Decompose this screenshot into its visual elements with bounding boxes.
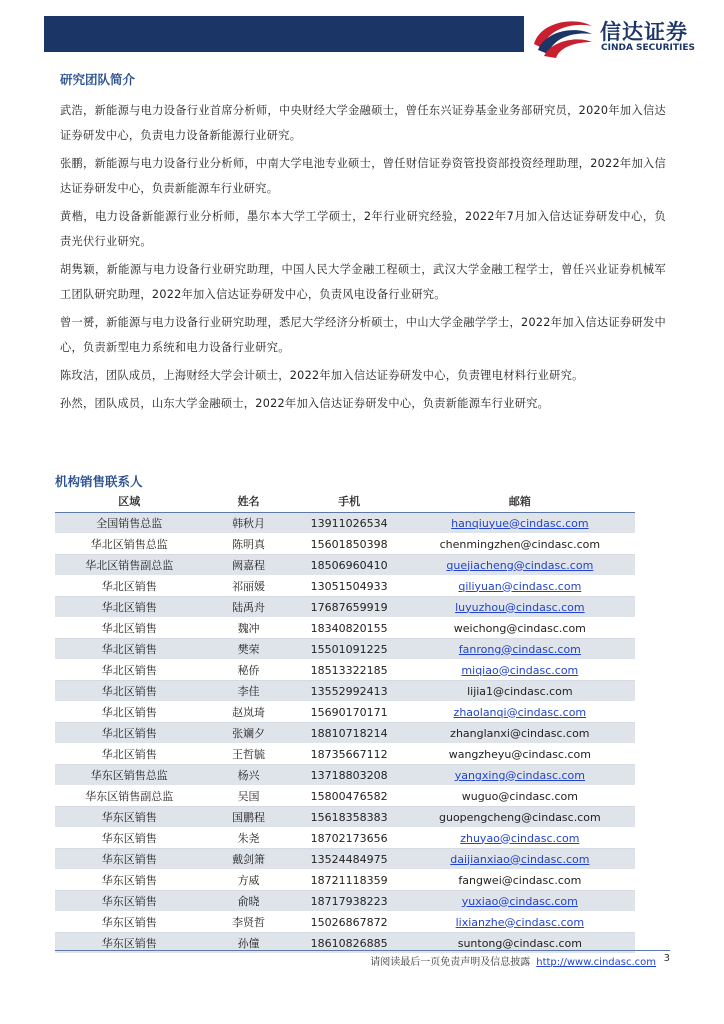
- cell-region: 华东区销售: [55, 807, 204, 828]
- table-row: [55, 576, 635, 597]
- table-row: [55, 660, 635, 681]
- cell-email[interactable]: [405, 597, 635, 618]
- cell-email: fangwei@cindasc.com: [405, 870, 635, 891]
- cell-name: 杨兴: [204, 765, 294, 786]
- team-section-title: 研究团队简介: [60, 72, 136, 87]
- cell-region: 华东区销售: [55, 870, 204, 891]
- cell-email[interactable]: [405, 660, 635, 681]
- bio-paragraph: 武浩，新能源与电力设备行业首席分析师，中央财经大学金融硕士，曾任东兴证券基金业务部研究员，2020年加入信达证券研发中心，负责电力设备新能源行业研究。: [60, 104, 666, 142]
- logo-english-name: CINDA SECURITIES: [601, 43, 695, 53]
- cell-email: weichong@cindasc.com: [405, 618, 635, 639]
- table-row: [55, 513, 635, 534]
- table-row: [55, 555, 635, 576]
- cell-name: 吴国: [204, 786, 294, 807]
- table-row: [55, 786, 635, 807]
- cell-email[interactable]: [405, 849, 635, 870]
- email-link[interactable]: hanqiuyue@cindasc.com: [451, 516, 589, 530]
- cell-region: 华北区销售: [55, 639, 204, 660]
- table-row: [55, 891, 635, 912]
- bio-paragraph: 张鹏，新能源与电力设备行业分析师，中南大学电池专业硕士，曾任财信证券资管投资部投资经理助理，2022年加入信达证券研发中心，负责新能源车行业研究。: [60, 157, 666, 195]
- cell-email[interactable]: [405, 912, 635, 933]
- email-link[interactable]: qiliyuan@cindasc.com: [458, 579, 582, 593]
- sales-contacts-table: [55, 489, 635, 954]
- cell-phone: 15501091225: [294, 639, 405, 660]
- cell-phone: 13911026534: [294, 513, 405, 534]
- cell-phone: 18735667112: [294, 744, 405, 765]
- table-row: [55, 828, 635, 849]
- table-row: [55, 807, 635, 828]
- footer-disclaimer: 请阅读最后一页免责声明及信息披露: [370, 957, 531, 968]
- cell-name: 孙僮: [204, 933, 294, 954]
- email-link[interactable]: fanrong@cindasc.com: [458, 642, 581, 656]
- cell-phone: 13718803208: [294, 765, 405, 786]
- cell-name: 王哲毓: [204, 744, 294, 765]
- cell-name: 秘侨: [204, 660, 294, 681]
- email-link[interactable]: zhaolanqi@cindasc.com: [453, 705, 587, 719]
- table-header-row: [55, 489, 635, 513]
- cell-name: 戴剑箫: [204, 849, 294, 870]
- cell-region: 华东区销售: [55, 849, 204, 870]
- table-row: [55, 534, 635, 555]
- page-footer: [55, 950, 670, 967]
- company-logo: [530, 14, 710, 58]
- logo-chinese-name: 信达证券: [600, 20, 688, 44]
- cell-name: 赵岚琦: [204, 702, 294, 723]
- cell-phone: 15618358383: [294, 807, 405, 828]
- cell-name: 方威: [204, 870, 294, 891]
- cell-name: 国鹏程: [204, 807, 294, 828]
- cell-phone: 18702173656: [294, 828, 405, 849]
- cell-region: 华北区销售副总监: [55, 555, 204, 576]
- bio-paragraph: 胡隽颖，新能源与电力设备行业研究助理，中国人民大学金融工程硕士，武汉大学金融工程学士，曾任兴业证券机械军工团队研究助理，2022年加入信达证券研发中心，负责风电设备行业研究。: [60, 263, 666, 301]
- table-row: [55, 849, 635, 870]
- cell-region: 华北区销售总监: [55, 534, 204, 555]
- cell-phone: 13524484975: [294, 849, 405, 870]
- cell-name: 韩秋月: [204, 513, 294, 534]
- cell-region: 华北区销售: [55, 597, 204, 618]
- cell-name: 魏冲: [204, 618, 294, 639]
- table-row: [55, 723, 635, 744]
- cell-email[interactable]: [405, 513, 635, 534]
- cell-region: 华东区销售: [55, 891, 204, 912]
- header-phone: 手机: [294, 489, 405, 513]
- cell-name: 李佳: [204, 681, 294, 702]
- cell-name: 俞晓: [204, 891, 294, 912]
- table-row: [55, 870, 635, 891]
- bio-paragraph: 孙然，团队成员，山东大学金融硕士，2022年加入信达证券研发中心，负责新能源车行业研究。: [60, 397, 550, 410]
- team-bios: [60, 98, 666, 416]
- bio-paragraph: 陈玫洁，团队成员，上海财经大学会计硕士，2022年加入信达证券研发中心，负责锂电材料行业研究。: [60, 369, 584, 382]
- footer-text: [370, 953, 656, 968]
- cell-name: 祁丽媛: [204, 576, 294, 597]
- cell-region: 华北区销售: [55, 681, 204, 702]
- cell-email[interactable]: [405, 555, 635, 576]
- bio-paragraph: 曾一赟，新能源与电力设备行业研究助理，悉尼大学经济分析硕士，中山大学金融学学士，2022年加入信达证券研发中心，负责新型电力系统和电力设备行业研究。: [60, 316, 666, 354]
- email-link[interactable]: quejiacheng@cindasc.com: [446, 558, 594, 572]
- table-row: [55, 681, 635, 702]
- cell-name: 朱尧: [204, 828, 294, 849]
- email-link[interactable]: yuxiao@cindasc.com: [461, 894, 578, 908]
- cell-region: 华北区销售: [55, 744, 204, 765]
- table-row: [55, 597, 635, 618]
- cell-phone: 18810718214: [294, 723, 405, 744]
- page-number: 3: [663, 953, 670, 964]
- cell-phone: 18610826885: [294, 933, 405, 954]
- header-name: 姓名: [204, 489, 294, 513]
- cell-email[interactable]: [405, 891, 635, 912]
- cell-name: 樊荣: [204, 639, 294, 660]
- table-row: [55, 765, 635, 786]
- table-row: [55, 639, 635, 660]
- email-link[interactable]: lixianzhe@cindasc.com: [455, 915, 585, 929]
- cell-phone: 13552992413: [294, 681, 405, 702]
- cell-phone: 13051504933: [294, 576, 405, 597]
- cell-phone: 18721118359: [294, 870, 405, 891]
- header-region: 区域: [55, 489, 204, 513]
- cell-name: 阙嘉程: [204, 555, 294, 576]
- cell-phone: 15800476582: [294, 786, 405, 807]
- cell-region: 华北区销售: [55, 618, 204, 639]
- cell-name: 李贤哲: [204, 912, 294, 933]
- cinda-logo-icon: [530, 14, 594, 58]
- footer-website-link[interactable]: http://www.cindasc.com: [536, 957, 656, 968]
- cell-email[interactable]: [405, 828, 635, 849]
- cell-region: 华北区销售: [55, 723, 204, 744]
- cell-email[interactable]: [405, 702, 635, 723]
- cell-email[interactable]: [405, 639, 635, 660]
- cell-phone: 15690170171: [294, 702, 405, 723]
- table-row: [55, 618, 635, 639]
- cell-email: guopengcheng@cindasc.com: [405, 807, 635, 828]
- cell-phone: 18513322185: [294, 660, 405, 681]
- cell-email: wuguo@cindasc.com: [405, 786, 635, 807]
- cell-region: 华北区销售: [55, 702, 204, 723]
- cell-phone: 17687659919: [294, 597, 405, 618]
- cell-region: 华东区销售: [55, 933, 204, 954]
- bio-paragraph: 黄楷，电力设备新能源行业分析师，墨尔本大学工学硕士，2年行业研究经验，2022年7月加入信达证券研发中心，负责光伏行业研究。: [60, 210, 666, 248]
- cell-phone: 18506960410: [294, 555, 405, 576]
- cell-phone: 15601850398: [294, 534, 405, 555]
- cell-region: 华北区销售: [55, 660, 204, 681]
- cell-name: 陈明真: [204, 534, 294, 555]
- cell-phone: 18340820155: [294, 618, 405, 639]
- table-row: [55, 744, 635, 765]
- cell-email: chenmingzhen@cindasc.com: [405, 534, 635, 555]
- cell-region: 华东区销售: [55, 912, 204, 933]
- cell-phone: 15026867872: [294, 912, 405, 933]
- cell-region: 华东区销售总监: [55, 765, 204, 786]
- email-link[interactable]: daijianxiao@cindasc.com: [450, 852, 590, 866]
- table-row: [55, 912, 635, 933]
- email-link[interactable]: zhuyao@cindasc.com: [460, 831, 580, 845]
- cell-email[interactable]: [405, 576, 635, 597]
- cell-region: 华东区销售副总监: [55, 786, 204, 807]
- cell-email: wangzheyu@cindasc.com: [405, 744, 635, 765]
- table-row: [55, 702, 635, 723]
- cell-email: zhanglanxi@cindasc.com: [405, 723, 635, 744]
- cell-email: lijia1@cindasc.com: [405, 681, 635, 702]
- header-bar: [44, 16, 524, 52]
- cell-region: 华东区销售: [55, 828, 204, 849]
- email-link[interactable]: luyuzhou@cindasc.com: [455, 600, 585, 614]
- cell-name: 陆禹舟: [204, 597, 294, 618]
- cell-email[interactable]: [405, 765, 635, 786]
- header-email: 邮箱: [405, 489, 635, 513]
- cell-email: suntong@cindasc.com: [405, 933, 635, 954]
- cell-region: 华北区销售: [55, 576, 204, 597]
- cell-name: 张斓夕: [204, 723, 294, 744]
- email-link[interactable]: miqiao@cindasc.com: [461, 663, 579, 677]
- cell-phone: 18717938223: [294, 891, 405, 912]
- contacts-section-title: 机构销售联系人: [55, 474, 143, 489]
- cell-region: 全国销售总监: [55, 513, 204, 534]
- email-link[interactable]: yangxing@cindasc.com: [454, 768, 585, 782]
